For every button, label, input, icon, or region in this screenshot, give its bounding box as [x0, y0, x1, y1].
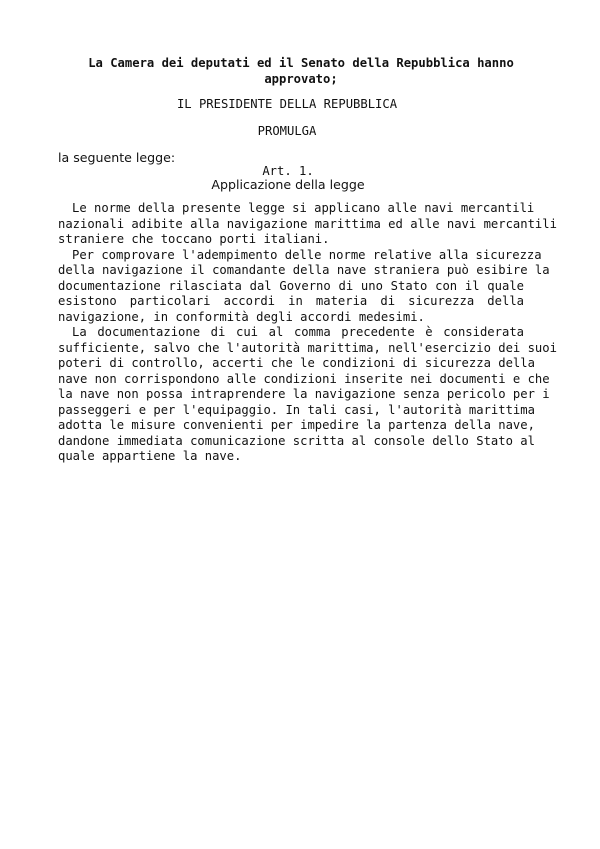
body-line: quale appartiene la nave. [58, 449, 242, 463]
body-line: navigazione, in conformità degli accordi medesimi. [58, 309, 425, 324]
body-line: documentazione rilasciata dal Governo di uno Stato con il quale [58, 278, 524, 293]
body-line: La documentazione di cui al comma precedente è considerata [72, 325, 524, 339]
body-line: esistono particolari accordi in materia di sicurezza della [58, 294, 524, 308]
body-line: poteri di controllo, accerti che le condizioni di sicurezza della [58, 356, 535, 370]
body-line: sufficiente, salvo che l'autorità marittima, nell'esercizio dei suoi [58, 340, 557, 355]
promulga-heading: PROMULGA [257, 124, 317, 138]
intro-line: La Camera dei deputati ed il Senato della Repubblica hanno [88, 56, 514, 70]
body-line: adotta le misure convenienti per impedire la partenza della nave, [58, 418, 535, 432]
article-title: Applicazione della legge [211, 177, 365, 192]
body-line: dandone immediata comunicazione scritta al console dello Stato al [58, 433, 535, 448]
body-line: straniere che toccano porti italiani. [58, 232, 330, 246]
body-line: nazionali adibite alla navigazione marittima ed alle navi mercantili [58, 216, 557, 231]
body-line: Le norme della presente legge si applicano alle navi mercantili [72, 201, 535, 215]
article-number: Art. 1. [262, 164, 314, 178]
body-line: Per comprovare l'adempimento delle norme relative alla sicurezza [72, 247, 542, 262]
body-line: della navigazione il comandante della nave straniera può esibire la [58, 263, 550, 277]
article-body [58, 201, 557, 465]
body-line: nave non corrispondono alle condizioni inserite nei documenti e che [58, 371, 550, 386]
body-line: la nave non possa intraprendere la navigazione senza pericolo per i [58, 387, 550, 401]
intro-line: approvato; [264, 71, 338, 86]
body-line: passeggeri e per l'equipaggio. In tali casi, l'autorità marittima [58, 402, 535, 417]
intro-paragraph [58, 56, 544, 87]
preamble-text: la seguente legge: [58, 150, 176, 165]
presidente-heading: IL PRESIDENTE DELLA REPUBBLICA [176, 97, 398, 111]
